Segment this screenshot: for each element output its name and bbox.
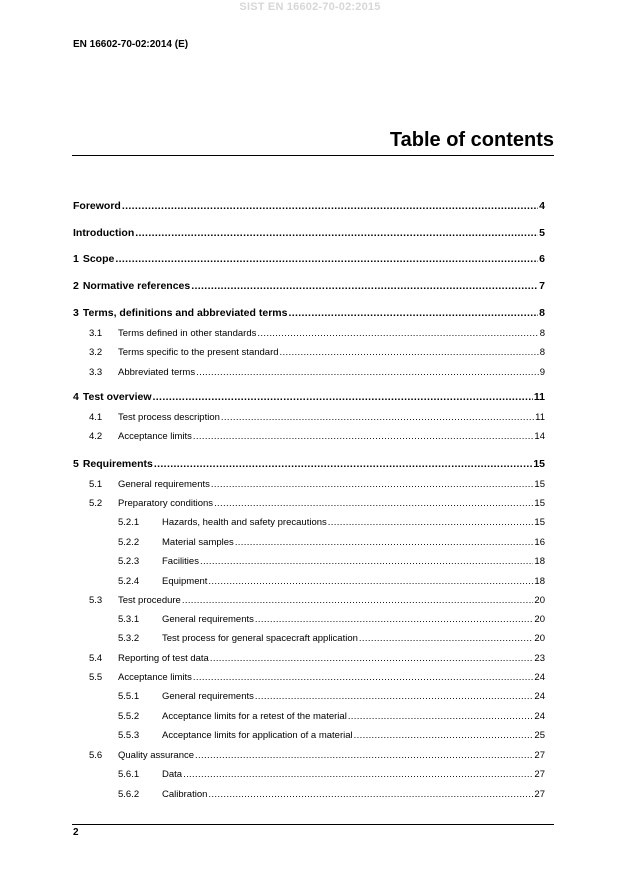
toc-entry-page: 15 — [533, 458, 545, 470]
toc-entry-number: 5 — [73, 458, 79, 470]
toc-entry-label: Acceptance limits — [118, 672, 192, 683]
toc-entry-label: Quality assurance — [118, 750, 195, 761]
toc-entry-page: 15 — [534, 498, 545, 509]
toc-entry[interactable] — [118, 576, 545, 587]
toc-entry-number: 5.2.1 — [118, 517, 140, 528]
dot-leader — [354, 730, 534, 741]
toc-entry-label: Test process description — [118, 412, 220, 423]
toc-entry-page: 24 — [534, 691, 545, 702]
dot-leader — [135, 227, 538, 239]
footer-divider — [72, 824, 554, 825]
toc-entry[interactable] — [118, 789, 545, 800]
toc-entry-label: Requirements — [82, 458, 153, 470]
toc-entry-page: 25 — [534, 730, 545, 741]
toc-entry-label: Test overview — [82, 391, 152, 403]
toc-entry[interactable] — [118, 769, 545, 780]
toc-entry-number: 5.3.1 — [118, 614, 140, 625]
toc-entry[interactable] — [89, 431, 545, 442]
toc-entry-number: 5.2.2 — [118, 537, 140, 548]
toc-entry-number: 5.2.3 — [118, 556, 140, 567]
dot-leader — [195, 750, 533, 761]
toc-entry-label: Preparatory conditions — [118, 498, 214, 509]
toc-entry-page: 18 — [534, 556, 545, 567]
toc-entry-label: Terms, definitions and abbreviated terms — [82, 307, 288, 319]
toc-entry-number: 1 — [73, 253, 79, 265]
toc-entry-page: 16 — [534, 537, 545, 548]
toc-entry[interactable] — [89, 653, 545, 664]
toc-entry[interactable] — [89, 367, 545, 378]
toc-entry-page: 18 — [534, 576, 545, 587]
dot-leader — [191, 280, 538, 292]
toc-entry-label: Terms specific to the present standard — [118, 347, 279, 358]
toc-entry-number: 3.2 — [89, 347, 103, 358]
toc-entry-number: 4 — [73, 391, 79, 403]
dot-leader — [196, 367, 539, 378]
dot-leader — [154, 458, 532, 470]
toc-entry-label: Scope — [82, 253, 115, 265]
toc-entry-number: 5.3 — [89, 595, 103, 606]
toc-entry-number: 5.2.4 — [118, 576, 140, 587]
toc-entry-page: 20 — [534, 633, 545, 644]
dot-leader — [255, 691, 534, 702]
toc-entry[interactable] — [73, 458, 545, 470]
dot-leader — [208, 576, 533, 587]
toc-entry-page: 4 — [539, 200, 545, 212]
toc-entry-page: 23 — [534, 653, 545, 664]
toc-entry-number: 2 — [73, 280, 79, 292]
toc-entry[interactable] — [89, 479, 545, 490]
toc-entry-page: 9 — [539, 367, 545, 378]
dot-leader — [348, 711, 534, 722]
toc-entry-number: 3.3 — [89, 367, 103, 378]
dot-leader — [221, 412, 534, 423]
toc-entry[interactable] — [118, 730, 545, 741]
toc-entry-number: 5.6 — [89, 750, 103, 761]
toc-entry[interactable] — [118, 614, 545, 625]
dot-leader — [255, 614, 534, 625]
dot-leader — [193, 672, 534, 683]
dot-leader — [122, 200, 538, 212]
page-number: 2 — [73, 827, 79, 838]
toc-entry-label: General requirements — [162, 614, 254, 625]
toc-entry[interactable] — [73, 227, 545, 239]
toc-entry-number: 4.2 — [89, 431, 103, 442]
toc-entry[interactable] — [89, 347, 545, 358]
dot-leader — [214, 498, 533, 509]
toc-entry-label: Acceptance limits for application of a material — [162, 730, 353, 741]
toc-entry-page: 24 — [534, 672, 545, 683]
toc-entry[interactable] — [89, 750, 545, 761]
toc-entry-label: Hazards, health and safety precautions — [162, 517, 327, 528]
dot-leader — [208, 789, 533, 800]
dot-leader — [182, 595, 534, 606]
toc-entry[interactable] — [118, 537, 545, 548]
toc-entry-page: 20 — [534, 595, 545, 606]
toc-entry-label: Data — [162, 769, 183, 780]
toc-entry-label: General requirements — [118, 479, 210, 490]
toc-entry-page: 8 — [539, 347, 545, 358]
toc-entry-page: 11 — [533, 391, 545, 403]
toc-entry-label: Equipment — [162, 576, 208, 587]
toc-entry-number: 5.5.2 — [118, 711, 140, 722]
toc-entry-number: 5.1 — [89, 479, 103, 490]
toc-entry-page: 15 — [534, 517, 545, 528]
toc-entry-number: 5.5 — [89, 672, 103, 683]
toc-entry[interactable] — [89, 328, 545, 339]
dot-leader — [183, 769, 533, 780]
dot-leader — [328, 517, 534, 528]
toc-entry-label: Foreword — [73, 200, 121, 212]
toc-entry-page: 20 — [534, 614, 545, 625]
toc-entry[interactable] — [118, 517, 545, 528]
toc-entry-label: Test procedure — [118, 595, 181, 606]
dot-leader — [359, 633, 534, 644]
toc-entry-page: 27 — [534, 769, 545, 780]
toc-entry[interactable] — [73, 200, 545, 212]
toc-entry[interactable] — [73, 391, 545, 403]
toc-entry-number: 5.6.1 — [118, 769, 140, 780]
dot-leader — [153, 391, 533, 403]
toc-entry-number: 5.2 — [89, 498, 103, 509]
toc-entry-page: 8 — [539, 328, 545, 339]
toc-entry-label: Test process for general spacecraft application — [162, 633, 358, 644]
toc-entry-number: 4.1 — [89, 412, 103, 423]
toc-entry[interactable] — [118, 691, 545, 702]
toc-entry-page: 14 — [534, 431, 545, 442]
toc-entry[interactable] — [73, 280, 545, 292]
toc-entry[interactable] — [89, 498, 545, 509]
dot-leader — [211, 479, 534, 490]
dot-leader — [210, 653, 534, 664]
toc-entry-number: 3.1 — [89, 328, 103, 339]
toc-entry[interactable] — [89, 672, 545, 683]
toc-entry-number: 5.5.1 — [118, 691, 140, 702]
toc-entry-label: Terms defined in other standards — [118, 328, 257, 339]
toc-entry-number: 5.4 — [89, 653, 103, 664]
toc-entry-label: Calibration — [162, 789, 208, 800]
toc-entry-page: 8 — [539, 307, 545, 319]
dot-leader — [193, 431, 534, 442]
toc-entry-label: Acceptance limits — [118, 431, 192, 442]
dot-leader — [257, 328, 538, 339]
toc-entry-label: Abbreviated terms — [118, 367, 196, 378]
document-id: EN 16602-70-02:2014 (E) — [73, 39, 189, 50]
toc-entry-label: General requirements — [162, 691, 254, 702]
toc-entry[interactable] — [89, 595, 545, 606]
toc-entry[interactable] — [89, 412, 545, 423]
toc-entry-page: 15 — [534, 479, 545, 490]
toc-entry-label: Normative references — [82, 280, 191, 292]
toc-entry-page: 24 — [534, 711, 545, 722]
toc-entry-label: Introduction — [73, 227, 135, 239]
toc-entry[interactable] — [118, 711, 545, 722]
toc-entry-label: Acceptance limits for a retest of the material — [162, 711, 347, 722]
page-title: Table of contents — [389, 129, 554, 151]
toc-entry[interactable] — [73, 253, 545, 265]
toc-entry[interactable] — [73, 307, 545, 319]
toc-entry-page: 6 — [539, 253, 545, 265]
dot-leader — [235, 537, 534, 548]
watermark: SIST EN 16602-70-02:2015 — [239, 1, 381, 13]
toc-entry-number: 5.6.2 — [118, 789, 140, 800]
toc-entry-page: 27 — [534, 789, 545, 800]
dot-leader — [288, 307, 538, 319]
toc-entry-page: 5 — [539, 227, 545, 239]
dot-leader — [115, 253, 538, 265]
toc-entry-label: Reporting of test data — [118, 653, 209, 664]
dot-leader — [280, 347, 539, 358]
toc-entry-page: 7 — [539, 280, 545, 292]
toc-entry-number: 3 — [73, 307, 79, 319]
dot-leader — [200, 556, 533, 567]
toc-entry[interactable] — [118, 633, 545, 644]
toc-entry-label: Facilities — [162, 556, 199, 567]
toc-entry-label: Material samples — [162, 537, 234, 548]
toc-entry-number: 5.5.3 — [118, 730, 140, 741]
toc-entry-page: 11 — [535, 412, 545, 423]
toc-entry-page: 27 — [534, 750, 545, 761]
toc-entry-number: 5.3.2 — [118, 633, 140, 644]
toc-entry[interactable] — [118, 556, 545, 567]
